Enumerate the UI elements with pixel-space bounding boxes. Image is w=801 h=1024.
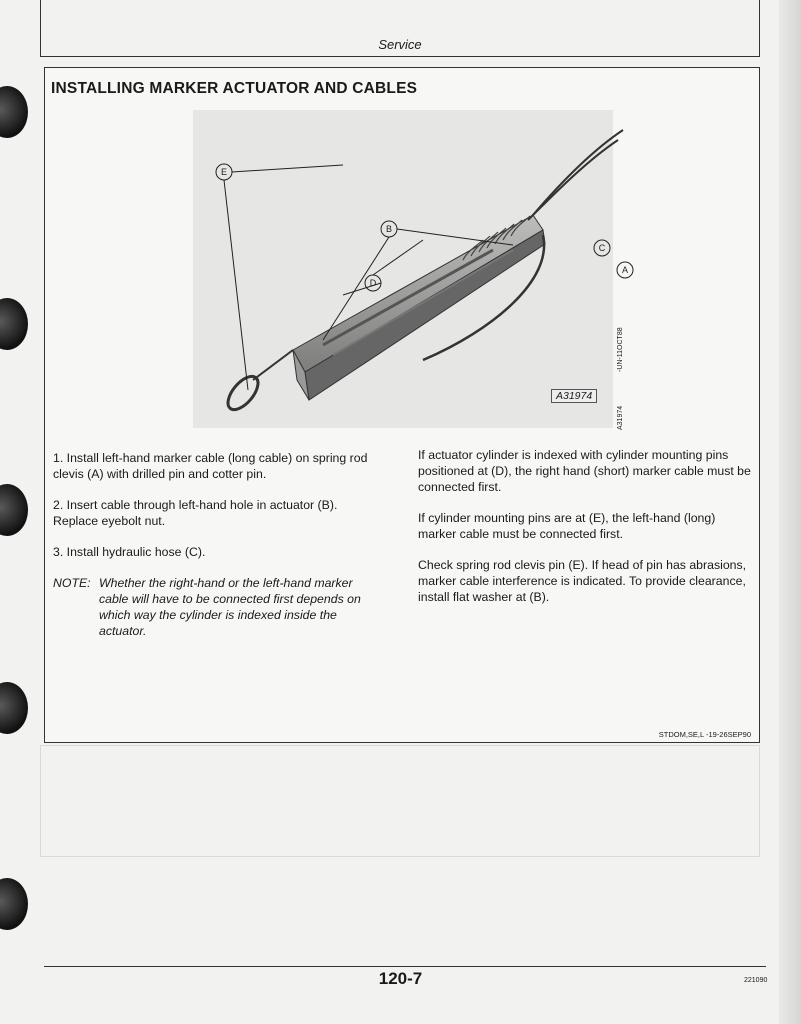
callout-a: A [621, 265, 629, 275]
binder-hole [0, 878, 28, 930]
figure-side-code: -UN-11OCT88 [617, 327, 624, 372]
callout-b: B [385, 224, 393, 234]
left-column [53, 450, 383, 639]
note-label: NOTE: [53, 576, 91, 590]
callout-d: D [369, 278, 377, 288]
page-number: 120-7 [378, 969, 423, 988]
page-edge [779, 0, 801, 1024]
step-2: 2. Insert cable through left-hand hole in actuator (B). Replace eyebolt nut. [53, 498, 338, 528]
binder-hole [0, 298, 28, 350]
binder-hole [0, 682, 28, 734]
binder-hole [0, 86, 28, 138]
callout-e: E [220, 167, 228, 177]
note [53, 575, 383, 639]
footer-rule [44, 966, 766, 967]
figure-id: A31974 [551, 389, 597, 403]
module-footer-code: STDOM,SE,L -19-26SEP90 [658, 730, 751, 739]
service-module [44, 67, 760, 743]
page-date: 221090 [744, 977, 768, 984]
right-paragraph-3: Check spring rod clevis pin (E). If head of pin has abrasions, marker cable interference is indicated. To provide clearance, install flat washer at (B). [418, 558, 747, 604]
figure-side-id: A31974 [617, 405, 624, 430]
header-frame [40, 0, 760, 57]
step-1: 1. Install left-hand marker cable (long cable) on spring rod clevis (A) with drilled pin and cotter pin. [53, 451, 368, 481]
note-text: Whether the right-hand or the left-hand marker cable will have to be connected first depends on which way the cylinder is indexed inside the actuator. [99, 576, 361, 638]
header-title: Service [378, 37, 422, 52]
callout-c: C [598, 243, 606, 253]
binder-hole [0, 484, 28, 536]
module-title: INSTALLING MARKER ACTUATOR AND CABLES [51, 80, 418, 97]
bleed-through-shadow [40, 745, 760, 857]
right-paragraph-2: If cylinder mounting pins are at (E), the left-hand (long) marker cable must be connected first. [418, 511, 716, 541]
right-paragraph-1: If actuator cylinder is indexed with cylinder mounting pins positioned at (D), the right hand (short) marker cable must be connected first. [418, 448, 751, 494]
right-column [418, 447, 753, 620]
step-3: 3. Install hydraulic hose (C). [53, 545, 206, 559]
